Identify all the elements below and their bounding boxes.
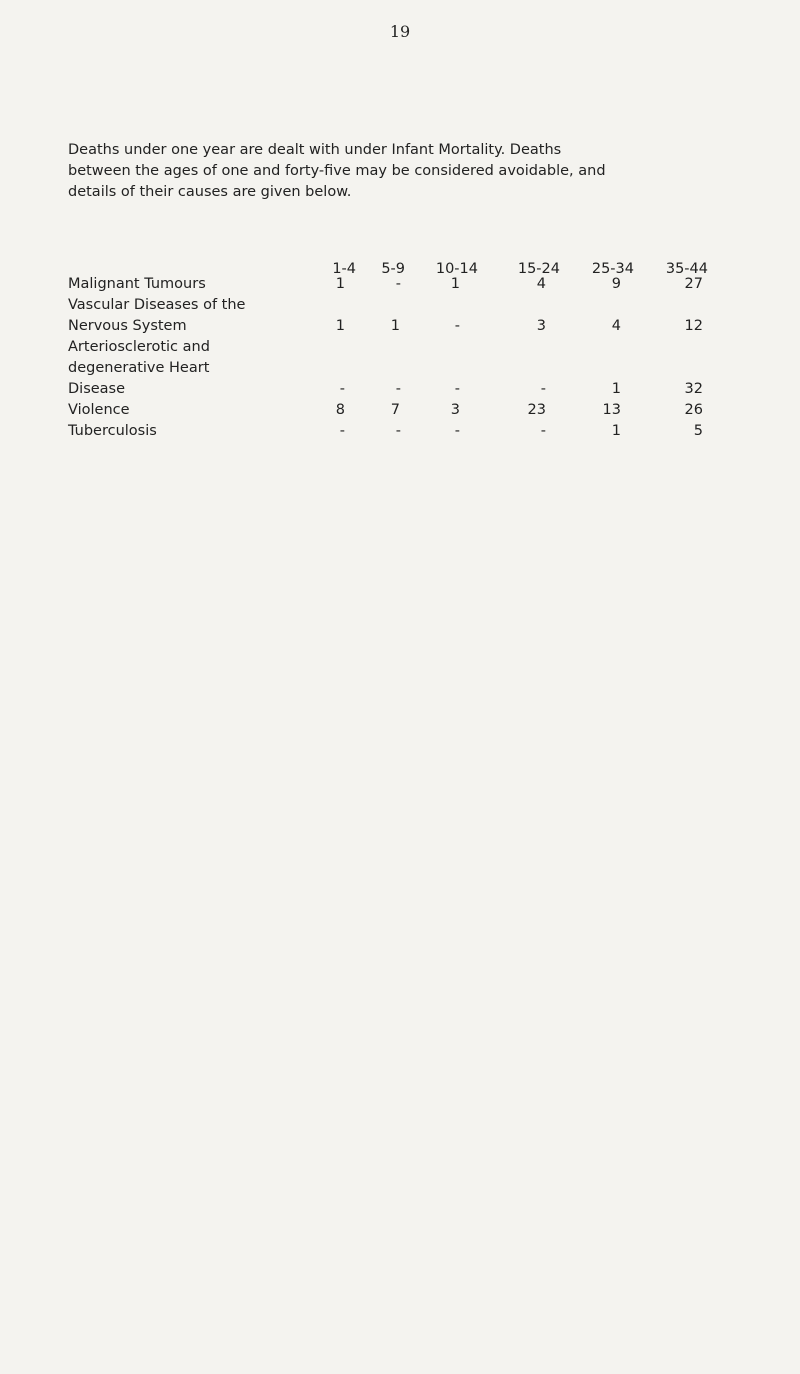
- table-cell: 1: [450, 276, 460, 292]
- table-cell: -: [395, 381, 401, 397]
- table-cell: -: [395, 423, 401, 439]
- table-cell: 5: [693, 423, 703, 439]
- table-cell: 8: [335, 402, 345, 418]
- table-cell: 1: [390, 318, 400, 334]
- row-label-line: degenerative Heart: [68, 360, 210, 376]
- table-cell: 4: [536, 276, 546, 292]
- row-label-vascular-diseases: [68, 295, 328, 337]
- column-header-5-9: 5-9: [381, 261, 405, 277]
- intro-line: details of their causes are given below.: [68, 184, 352, 200]
- row-label-line: Violence: [68, 402, 130, 418]
- row-label-line: Nervous System: [68, 318, 187, 334]
- table-cell: -: [540, 381, 546, 397]
- table-cell: -: [540, 423, 546, 439]
- row-label-violence: [68, 400, 328, 421]
- table-cell: -: [454, 381, 460, 397]
- table-cell: -: [395, 276, 401, 292]
- table-cell: 9: [611, 276, 621, 292]
- table-cell: 27: [684, 276, 703, 292]
- intro-paragraph: [68, 140, 718, 203]
- table-cell: -: [454, 423, 460, 439]
- table-cell: 32: [684, 381, 703, 397]
- table-cell: 3: [536, 318, 546, 334]
- table-cell: -: [339, 423, 345, 439]
- table-cell: 23: [527, 402, 546, 418]
- page-number: 19: [389, 22, 411, 41]
- row-label-malignant-tumours: [68, 274, 328, 295]
- row-label-tuberculosis: [68, 421, 328, 442]
- column-header-35-44: 35-44: [665, 261, 708, 277]
- row-label-line: Disease: [68, 381, 126, 397]
- table-cell: 1: [335, 276, 345, 292]
- row-label-line: Arteriosclerotic and: [68, 339, 210, 355]
- table-cell: 13: [602, 402, 621, 418]
- row-label-arteriosclerotic-heart-disease: [68, 337, 328, 400]
- table-cell: -: [339, 381, 345, 397]
- column-header-25-34: 25-34: [591, 261, 634, 277]
- column-header-15-24: 15-24: [517, 261, 560, 277]
- table-cell: 1: [335, 318, 345, 334]
- table-cell: 1: [611, 423, 621, 439]
- row-label-line: Vascular Diseases of the: [68, 297, 246, 313]
- column-header-1-4: 1-4: [332, 261, 356, 277]
- table-cell: 4: [611, 318, 621, 334]
- row-label-line: Malignant Tumours: [68, 276, 206, 292]
- row-label-line: Tuberculosis: [68, 423, 157, 439]
- table-cell: 1: [611, 381, 621, 397]
- table-cell: 26: [684, 402, 703, 418]
- table-cell: 7: [390, 402, 400, 418]
- column-header-10-14: 10-14: [435, 261, 478, 277]
- intro-line: between the ages of one and forty-five may be considered avoidable, and: [68, 163, 606, 179]
- table-cell: -: [454, 318, 460, 334]
- table-cell: 12: [684, 318, 703, 334]
- table-cell: 3: [450, 402, 460, 418]
- intro-line: Deaths under one year are dealt with under Infant Mortality. Deaths: [68, 142, 562, 158]
